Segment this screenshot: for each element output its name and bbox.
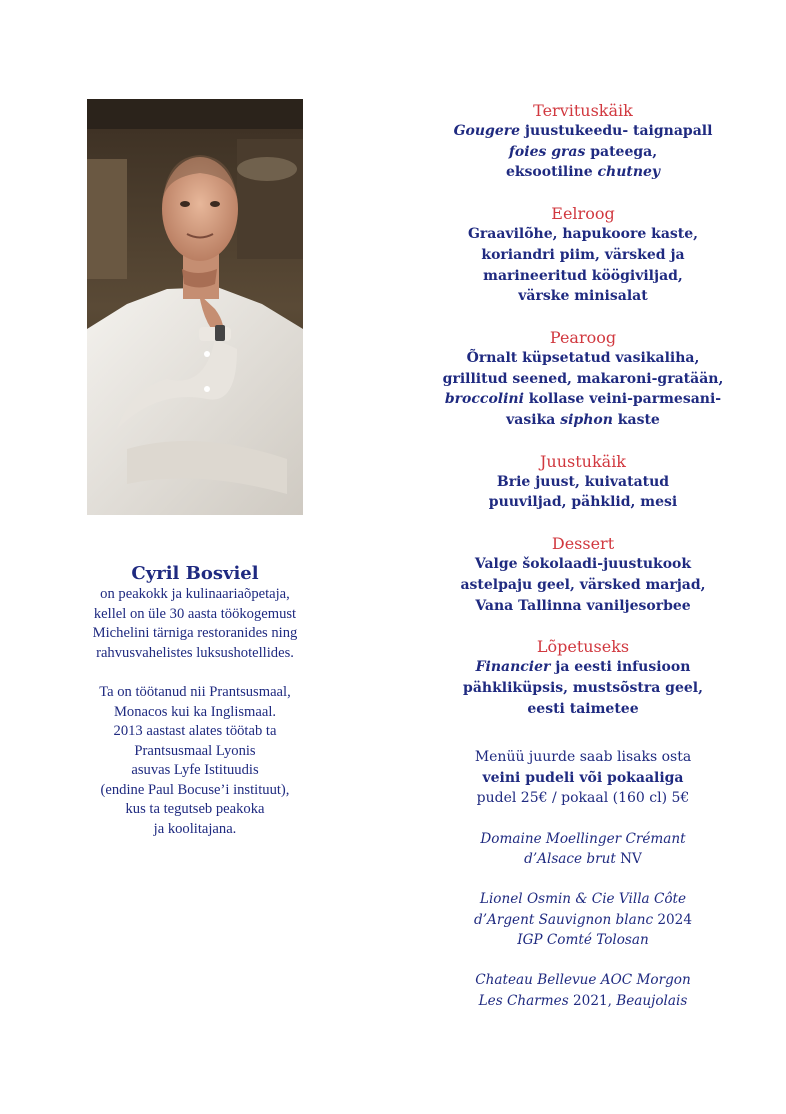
course-appetizer [433,204,733,307]
bio-line: 2013 aastast alates töötab ta [113,723,277,739]
dish-text: värske minisalat [518,288,648,305]
dish-text: astelpaju geel, värsked marjad, [460,576,706,593]
wine-name: Beaujolais [616,992,688,1009]
dish-text: foies gras [508,143,586,160]
course-dessert [433,534,733,616]
wine-offer-line: Menüü juurde saab lisaks osta [474,749,692,766]
wine-item [433,889,733,950]
wine-offer-line: pudel 25€ / pokaal (160 cl) 5€ [476,790,690,807]
wine-name: Lionel Osmin & Cie Villa Côte [479,891,687,908]
dish-text: grillitud seened, makaroni-gratään, [442,370,724,387]
bio-line: Prantsusmaal Lyonis [134,742,256,759]
dish-text: puuviljad, pähklid, mesi [488,494,678,511]
dish-text: Financier [475,659,551,676]
wine-name: 2024 [653,911,692,928]
dish-text: Graavilõhe, hapukoore kaste, [467,226,699,243]
course-title: Juustukäik [539,451,626,471]
wine-name: IGP Comté Tolosan [517,932,649,949]
course-title: Lõpetuseks [536,637,630,657]
wine-item [433,970,733,1011]
bio-line: Michelini tärniga restoranides ning [92,625,298,641]
dish-text: juustukeedu- taignapall [520,123,713,139]
wine-name: Les Charmes [478,992,569,1009]
dish-text: chutney [597,164,661,181]
course-description [433,472,733,513]
dish-text: eksootiline [505,164,598,181]
course-starter [433,101,733,183]
course-finale [433,637,733,719]
chef-bio [60,585,330,839]
course-description [433,554,733,616]
course-description [433,224,733,307]
dish-text: Gougere [453,123,521,139]
bio-line: Ta on töötanud nii Prantsusmaal, [99,684,291,700]
menu-section [433,101,733,1011]
dish-text: Brie juust, kuivatatud [496,473,670,490]
course-title: Dessert [551,534,615,554]
wine-name: 2021, [568,992,617,1009]
wine-offer [433,747,733,809]
bio-line: on peakokk ja kulinaariaõpetaja, [100,586,290,602]
bio-paragraph-2 [60,683,330,839]
wine-item [433,829,733,870]
wine-name: d’Argent Sauvignon blanc [474,911,654,928]
dish-text: pähkliküpsis, mustsõstra geel, [463,679,703,696]
dish-text: Õrnalt küpsetatud vasikaliha, [466,349,700,366]
dish-text: marineeritud köögiviljad, [483,267,683,284]
chef-name: Cyril Bosviel [131,563,259,584]
dish-text: siphon [560,412,613,429]
dish-text: broccolini [444,391,524,408]
wine-name: d’Alsace brut [524,851,616,868]
dish-text: Valge šokolaadi-juustukook [474,556,692,573]
bio-paragraph-1 [60,585,330,663]
wine-name: Chateau Bellevue AOC Morgon [475,972,691,989]
wine-list [433,829,733,1011]
dish-text: kollase veini-parmesani- [523,391,722,408]
chef-section [60,563,330,839]
bio-line: rahvusvahelistes luksushotellides. [96,644,294,661]
course-title: Pearoog [549,327,617,347]
bio-line: kellel on üle 30 aasta töökogemust [93,605,297,622]
course-description [433,121,733,183]
dish-text: kaste [612,412,660,429]
course-main [433,328,733,431]
dish-text: vasika [506,412,561,429]
bio-line: (endine Paul Bocuse’i instituut), [100,781,290,798]
course-description [433,348,733,431]
bio-line: Monacos kui ka Inglismaal. [113,703,277,720]
bio-line: kus ta tegutseb peakoka [125,801,265,817]
course-cheese [433,452,733,513]
dish-text: ja eesti infusioon [550,659,691,676]
dish-text: eesti taimetee [527,700,639,717]
wine-offer-line: veini pudeli või pokaaliga [482,769,684,786]
bio-line: ja koolitajana. [153,820,237,837]
dish-text: Vana Tallinna vaniljesorbee [475,597,691,614]
wine-name: Domaine Moellinger Crémant [480,830,686,847]
course-title: Tervituskäik [533,101,633,120]
bio-line: asuvas Lyfe Istituudis [131,762,259,778]
dish-text: koriandri piim, värsked ja [481,246,685,263]
chef-photo [87,99,303,515]
course-description [433,657,733,719]
course-title: Eelroog [551,204,615,224]
dish-text: pateega, [585,143,658,160]
wine-name: NV [615,851,642,868]
